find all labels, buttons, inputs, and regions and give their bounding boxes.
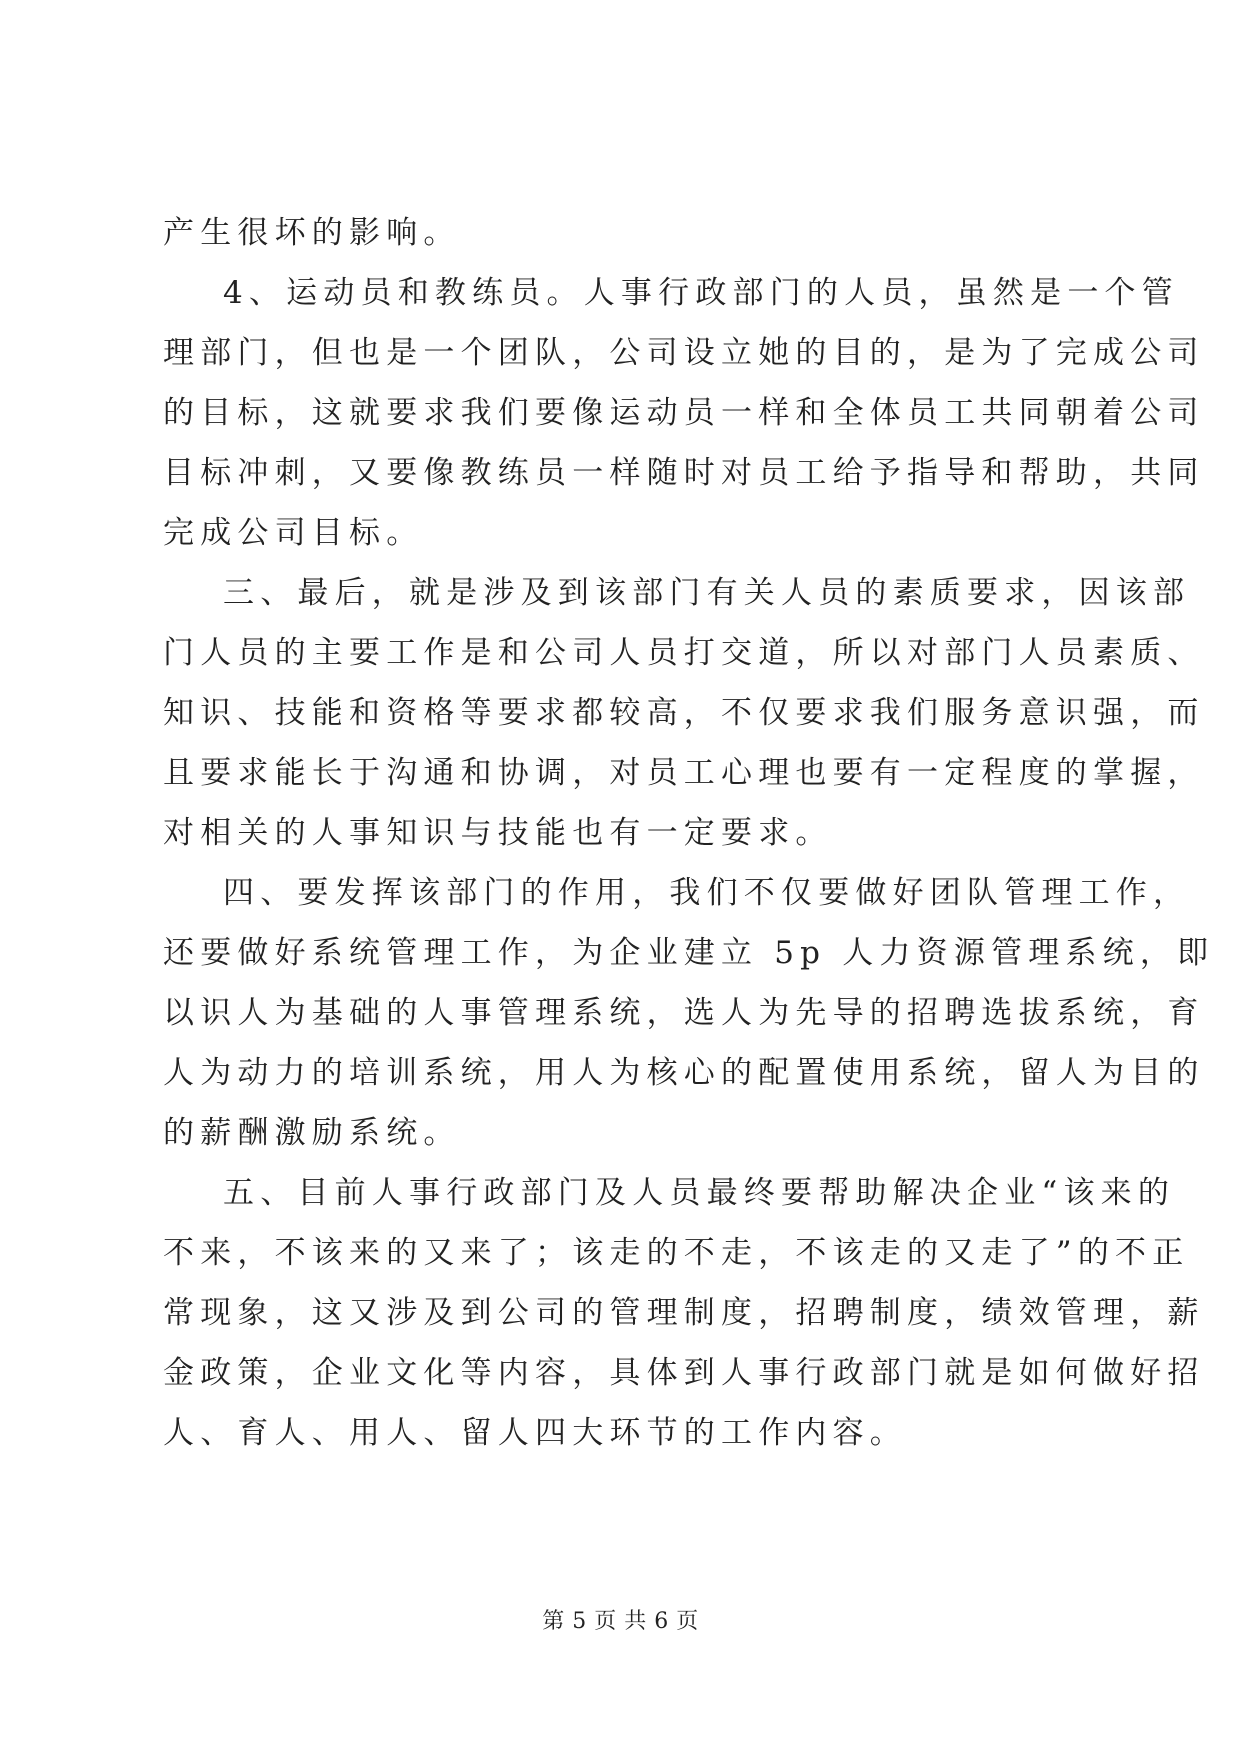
body-line: 不来，不该来的又来了；该走的不走，不该走的又走了”的不正 — [163, 1235, 1190, 1271]
body-line: 常现象，这又涉及到公司的管理制度，招聘制度，绩效管理，薪 — [163, 1295, 1205, 1331]
body-line: 还要做好系统管理工作，为企业建立 5p 人力资源管理系统，即 — [163, 935, 1215, 971]
body-line: 门人员的主要工作是和公司人员打交道，所以对部门人员素质、 — [163, 635, 1205, 671]
body-line: 目标冲刺，又要像教练员一样随时对员工给予指导和帮助，共同 — [163, 455, 1205, 491]
body-line: 人为动力的培训系统，用人为核心的配置使用系统，留人为目的 — [163, 1055, 1205, 1091]
body-line: 且要求能长于沟通和协调，对员工心理也要有一定程度的掌握， — [163, 755, 1205, 791]
body-line: 金政策，企业文化等内容，具体到人事行政部门就是如何做好招 — [163, 1355, 1205, 1391]
paragraph-first-line: 四、要发挥该部门的作用，我们不仅要做好团队管理工作， — [223, 875, 1191, 911]
body-line: 对相关的人事知识与技能也有一定要求。 — [163, 815, 833, 851]
paragraph-first-line: 三、最后，就是涉及到该部门有关人员的素质要求，因该部 — [223, 575, 1191, 611]
body-line: 产生很坏的影响。 — [163, 215, 461, 251]
paragraph-first-line: 4、运动员和教练员。人事行政部门的人员，虽然是一个管 — [223, 275, 1179, 311]
body-line: 人、育人、用人、留人四大环节的工作内容。 — [163, 1415, 907, 1451]
body-line: 知识、技能和资格等要求都较高，不仅要求我们服务意识强，而 — [163, 695, 1205, 731]
body-line: 以识人为基础的人事管理系统，选人为先导的招聘选拔系统，育 — [163, 995, 1205, 1031]
page-number-footer: 第 5 页 共 6 页 — [542, 1609, 699, 1634]
body-line: 的目标，这就要求我们要像运动员一样和全体员工共同朝着公司 — [163, 395, 1205, 431]
body-line: 完成公司目标。 — [163, 515, 424, 551]
paragraph-first-line: 五、目前人事行政部门及人员最终要帮助解决企业“该来的 — [223, 1175, 1176, 1211]
body-line: 的薪酬激励系统。 — [163, 1115, 461, 1151]
body-line: 理部门，但也是一个团队，公司设立她的目的，是为了完成公司 — [163, 335, 1205, 371]
